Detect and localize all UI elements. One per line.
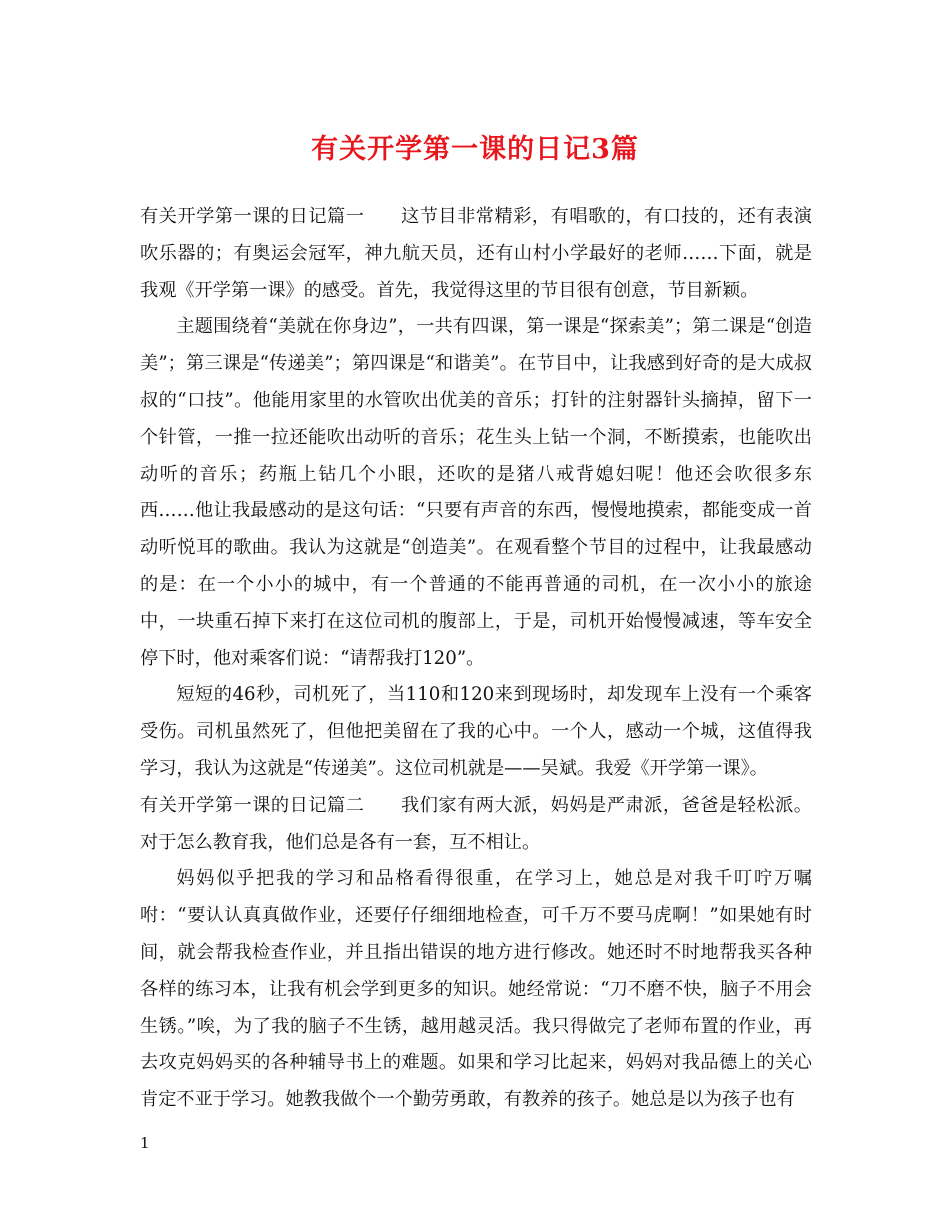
section-heading-diary-two: 有关开学第一课的日记篇二	[140, 794, 365, 816]
paragraph-text: 这节目非常精彩，有唱歌的，有口技的，还有表演吹乐器的；有奥运会冠军，神九航天员，还有山村小学最好的老师……下面，就是我观《开学第一课》的感受。首先，我觉得这里的节目很有创意，节目新颖。	[140, 206, 812, 301]
document-body	[140, 199, 812, 1119]
section-heading-diary-one: 有关开学第一课的日记篇一	[140, 206, 365, 227]
paragraph-diary-two-intro	[140, 788, 812, 862]
paragraph-text: 我们家有两大派，妈妈是严肃派，爸爸是轻松派。对于怎么教育我，他们总是各有一套，互不相让。	[140, 794, 812, 853]
page-number: 1	[140, 1134, 150, 1152]
paragraph-theme: 主题围绕着“美就在你身边”，一共有四课，第一课是“探索美”；第二课是“创造美”；第三课是“传递美”；第四课是“和谐美”。在节目中，让我感到好奇的是大成叔叔的“口技”。他能用家里的水管吹出优美的音乐；打针的注射器针头摘掉，留下一个针管，一推一拉还能吹出动听的音乐；花生头上钻一个洞，不断摸索，也能吹出动听的音乐；药瓶上钻几个小眼，还吹的是猪八戒背媳妇呢！他还会吹很多东西……他让我最感动的是这句话：“只要有声音的东西，慢慢地摸索，都能变成一首动听悦耳的歌曲。我认为这就是“创造美”。在观看整个节目的过程中，让我最感动的是：在一个小小的城中，有一个普通的不能再普通的司机，在一次小小的旅途中，一块重石掉下来打在这位司机的腹部上，于是，司机开始慢慢减速，等车安全停下时，他对乘客们说：“请帮我打120”。	[140, 316, 812, 669]
paragraph-diary-one-intro	[140, 199, 812, 309]
paragraph-mother: 妈妈似乎把我的学习和品格看得很重，在学习上，她总是对我千叮咛万嘱咐：“要认认真真做作业，还要仔仔细细地检查，可千万不要马虎啊！”如果她有时间，就会帮我检查作业，并且指出错误的地方进行修改。她还时不时地帮我买各种各样的练习本，让我有机会学到更多的知识。她经常说：“刀不磨不快，脑子不用会生锈。”唉，为了我的脑子不生锈，越用越灵活。我只得做完了老师布置的作业，再去攻克妈妈买的各种辅导书上的难题。如果和学习比起来，妈妈对我品德上的关心肯定不亚于学习。她教我做个一个勤劳勇敢，有教养的孩子。她总是以为孩子也有	[140, 868, 812, 1111]
paragraph-driver: 短短的46秒，司机死了，当110和120来到现场时，却发现车上没有一个乘客受伤。司机虽然死了，但他把美留在了我的心中。一个人，感动一个城，这值得我学习，我认为这就是“传递美”。这位司机就是——吴斌。我爱《开学第一课》。	[140, 684, 812, 779]
document-title: 有关开学第一课的日记3篇	[311, 134, 639, 165]
